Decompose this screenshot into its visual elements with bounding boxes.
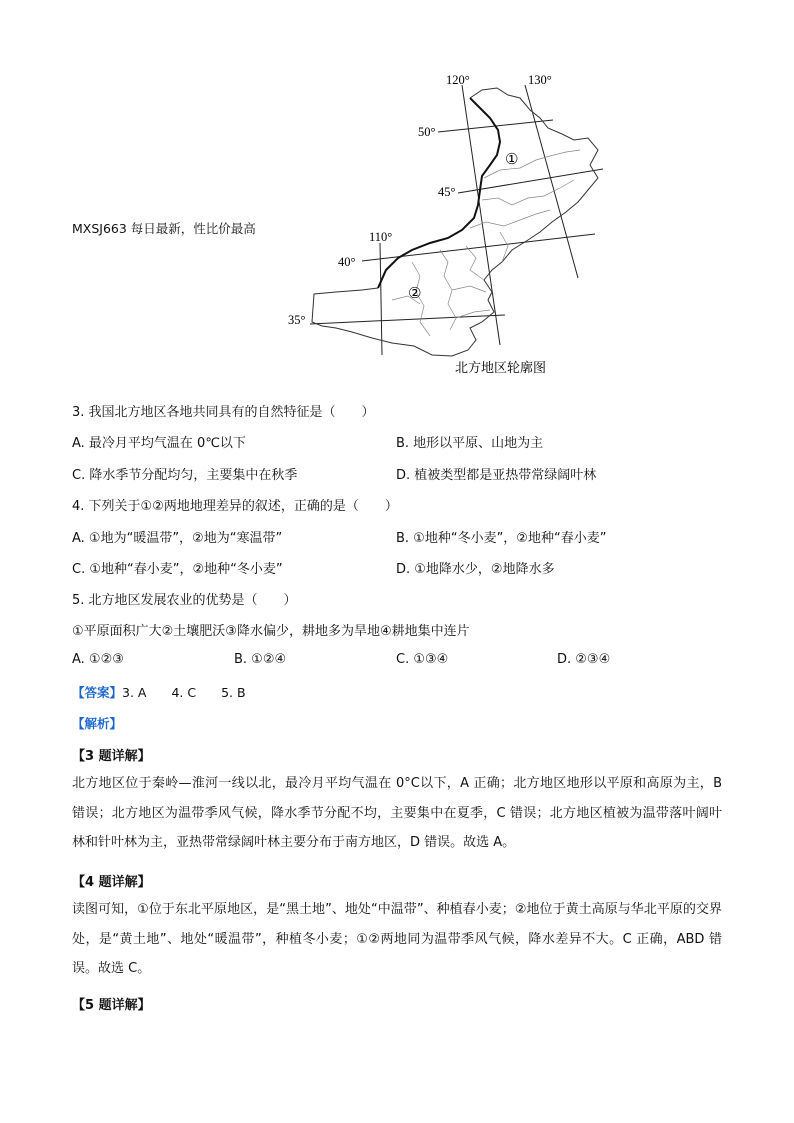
question-3-option-c: C. 降水季节分配均匀，主要集中在秋季 [72, 468, 298, 483]
question-5-statement: ①平原面积广大②土壤肥沃③降水偏少，耕地多为旱地④耕地集中连片 [72, 624, 470, 639]
meridian-110 [380, 243, 382, 355]
question-3-option-a: A. 最冷月平均气温在 0℃以下 [72, 436, 246, 451]
question-4-stem: 4. 下列关于①②两地地理差异的叙述，正确的是（ ） [72, 499, 398, 514]
question-5-option-a: A. ①②③ [72, 652, 124, 667]
question-4-option-b: B. ①地种“冬小麦”，②地种“春小麦” [396, 531, 607, 546]
lon-label-110: 110° [369, 230, 393, 244]
detail-3-text: 北方地区位于秦岭—淮河一线以北，最冷月平均气温在 0°C以下，A 正确；北方地区地形以平原和高原为主，B 错误；北方地区为温带季风气候，降水季节分配不均，主要集中在夏季，C 错误；北方地区植被为温带落叶阔叶林和针叶林为主，亚热带常绿阔叶林主要分布于南方地区，D 错误。故选 A。 [72, 776, 722, 850]
lat-label-35: 35° [288, 313, 306, 327]
lon-label-130: 130° [528, 73, 552, 87]
question-5-option-d: D. ②③④ [557, 652, 611, 667]
lat-label-45: 45° [438, 185, 456, 199]
detail-4-text: 读图可知，①位于东北平原地区，是“黑土地”、地处“中温带”、种植春小麦；②地位于黄土高原与华北平原的交界处，是“黄土地”、地处“暖温带”，种植冬小麦；①②两地同为温带季风气候，降水差异不大。C 正确，ABD 错误。故选 C。 [72, 902, 722, 976]
region-label-2: ② [408, 284, 422, 302]
question-4-option-a: A. ①地为“暖温带”，②地为“寒温带” [72, 531, 283, 546]
analysis-label: 【解析】 [72, 716, 123, 731]
question-3-stem: 3. 我国北方地区各地共同具有的自然特征是（ ） [72, 405, 375, 420]
answer-text: 3. A 4. C 5. B [122, 685, 246, 700]
question-5-option-c: C. ①③④ [396, 652, 449, 667]
map-caption: 北方地区轮廓图 [455, 361, 547, 376]
question-5-option-b: B. ①②④ [234, 652, 287, 667]
lat-label-40: 40° [338, 255, 356, 269]
lat-label-50: 50° [418, 125, 436, 139]
parallel-35 [310, 315, 505, 324]
parallel-40 [362, 234, 595, 261]
map-grid [310, 85, 603, 355]
answer-line [72, 683, 246, 701]
answer-label: 【答案】 [72, 685, 123, 700]
meridian-130 [525, 85, 578, 278]
region-label-1: ① [505, 150, 519, 168]
question-3-option-d: D. 植被类型都是亚热带常绿阔叶林 [396, 468, 597, 483]
detail-4-heading: 【4 题详解】 [72, 875, 151, 890]
watermark-text: MXSJ663 每日最新，性比价最高 [72, 221, 256, 236]
detail-3-heading: 【3 题详解】 [72, 749, 151, 764]
lon-label-120: 120° [446, 73, 470, 87]
question-5-stem: 5. 北方地区发展农业的优势是（ ） [72, 593, 297, 608]
detail-5-heading: 【5 题详解】 [72, 998, 151, 1013]
question-4-option-c: C. ①地种“春小麦”，②地种“冬小麦” [72, 562, 283, 577]
question-4-option-d: D. ①地降水少，②地降水多 [396, 562, 555, 577]
northern-region-map [0, 0, 794, 400]
question-3-option-b: B. 地形以平原、山地为主 [396, 436, 544, 451]
